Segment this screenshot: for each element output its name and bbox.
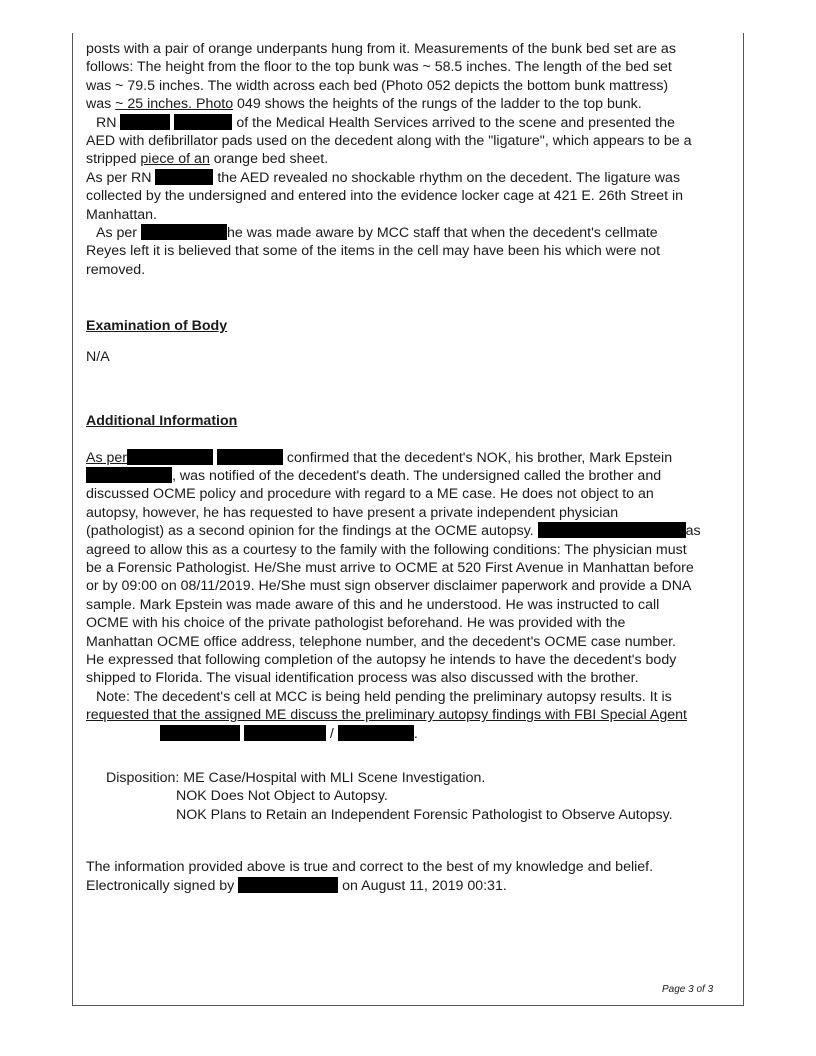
redaction-block [238,877,338,893]
cellmate-paragraph: As per he was made aware by MCC staff that when the decedent's cellmate Reyes left it is believed that some of the items in the cell may have been his which were not removed. [86,225,661,278]
additional-info-heading: Additional Information [86,413,238,430]
aed-paragraph: As per RN the AED revealed no shockable rhythm on the decedent. The ligature was collected by the undersigned and entered into the evidence locker cage at 421 E. 26th Street in Manhattan. [86,169,684,223]
redaction-block [86,467,172,483]
redaction-block [141,224,227,240]
redaction-block [174,114,232,130]
redaction-block [127,449,213,465]
signature-block: The information provided above is true and correct to the best of my knowledge and belief. Electronically signed by on August 11, 2019 00:31. [86,859,654,894]
page-number: Page 3 of 3 [662,984,714,995]
redaction-block [217,449,283,465]
examination-heading: Examination of Body [86,318,228,335]
redaction-block [538,522,686,538]
bed-measurements-paragraph: posts with a pair of orange underpants hung from it. Measurements of the bunk bed set are as follows: The height from the floor to the top bunk was ~ 58.5 inches. The length of the bed set was ~ 79.5 inches. The width across each bed (Photo 052 depicts the bottom bunk mattress) was ~ 25 inches. Photo 049 shows the heights of the rungs of the ladder to the top bunk. [86,41,676,113]
rn-arrival-paragraph: RN of the Medical Health Services arrived to the scene and presented the AED with defibrillator pads used on the decedent along with the "ligature", which appears to be a stripped piece of an orange bed sheet. [86,114,692,168]
additional-info-paragraph: As per confirmed that the decedent's NOK, his brother, Mark Epstein , was notified of the decedent's death. The undersigned called the brother and discussed OCME policy and procedure with regard to a ME case. He does not object to an autopsy, however, he has requested to have present a private independent physician (pathologist) as a second opinion for the findings at the OCME autopsy. as agreed to allow this as a courtesy to the family with the following conditions: The physician must be a Forensic Pathologist. He/She must arrive to OCME at 520 First Avenue in Manhattan before or by 09:00 on 08/11/2019. He/She must sign observer disclaimer paperwork and provide a DNA sample. Mark Epstein was made aware of this and he understood. He was instructed to call OCME with his choice of the private pathologist beforehand. He was provided with the Manhattan OCME office address, telephone number, and the decedent's OCME case number. He expressed that following completion of the autopsy he intends to have the decedent's body shipped to Florida. The visual identification process was also discussed with the brother. Note: The decedent's cell at MCC is being held pending the preliminary autopsy results. It is requested that the assigned ME discuss the preliminary autopsy findings with FBI Special Agent / . [86,449,701,742]
examination-value: N/A [86,348,110,365]
redaction-block [338,725,414,741]
redaction-block [244,725,326,741]
redaction-block [155,169,213,185]
disposition-block: Disposition: ME Case/Hospital with MLI Scene Investigation. NOK Does Not Object to Autopsy. NOK Plans to Retain an Independent Forensic Pathologist to Observe Autopsy. [106,770,673,823]
redaction-block [120,114,170,130]
document-body [86,40,736,895]
redaction-block [160,725,240,741]
